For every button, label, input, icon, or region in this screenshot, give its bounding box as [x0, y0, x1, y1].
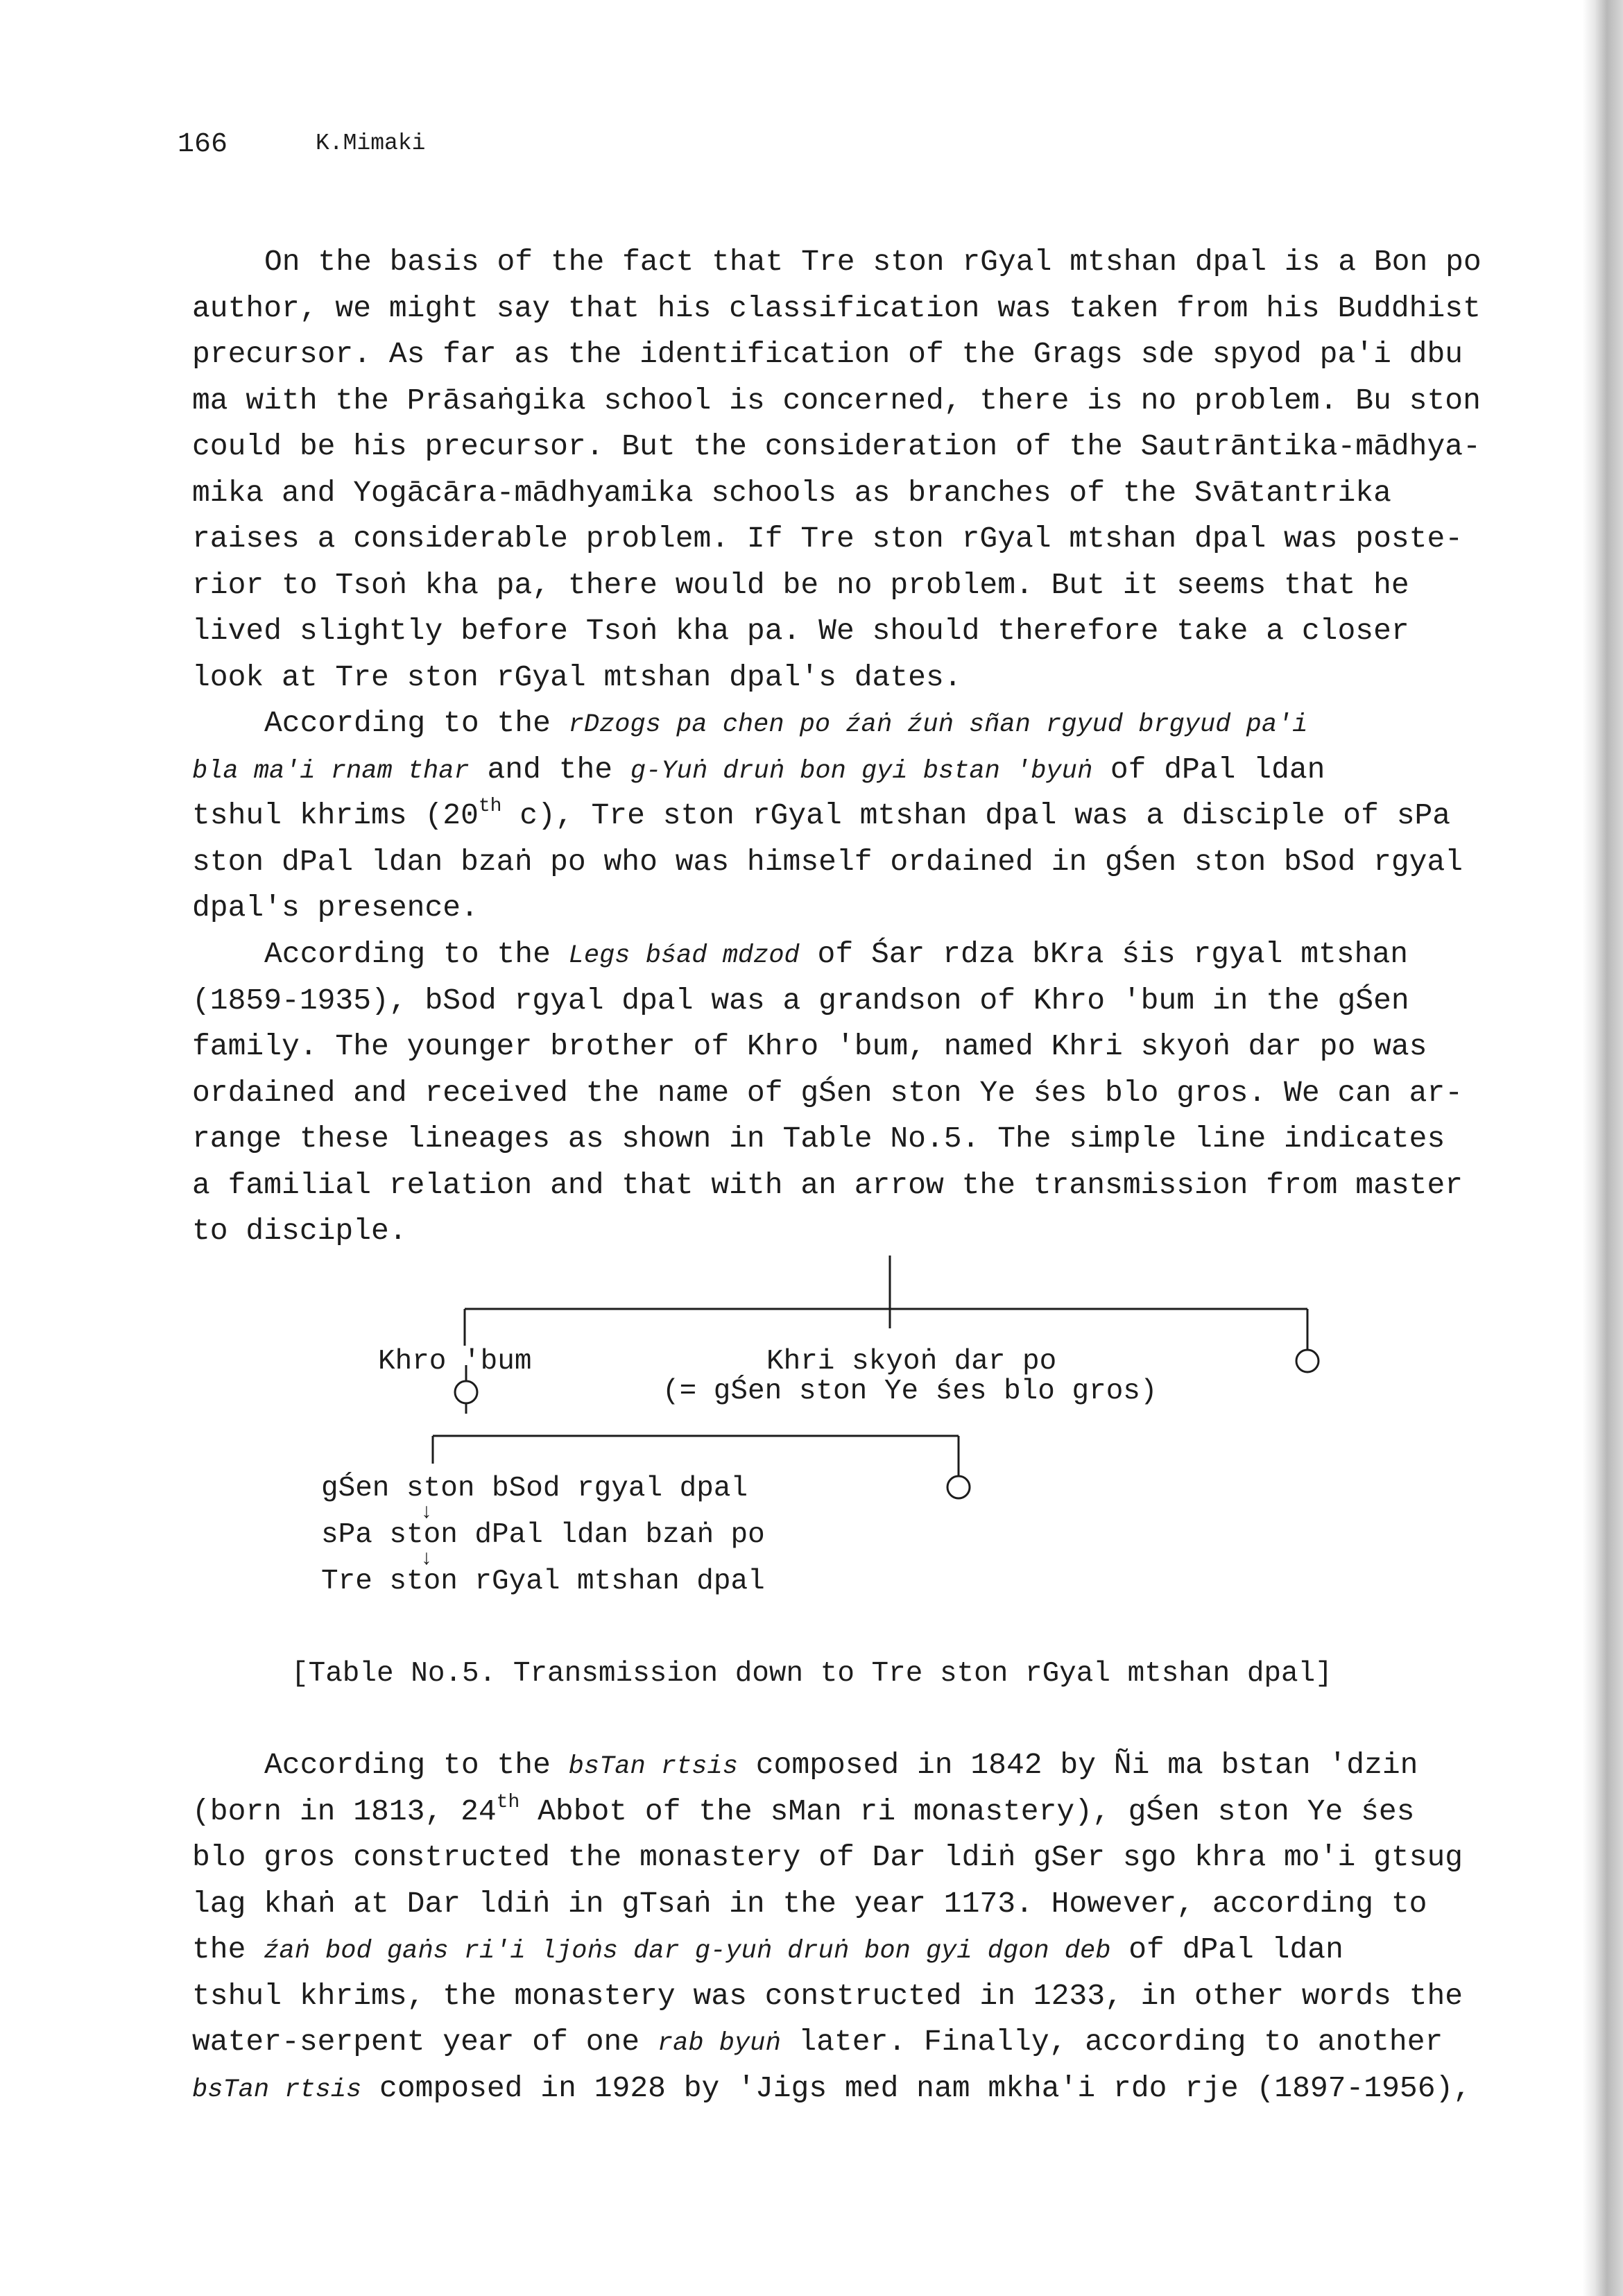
text-line: dpal's presence. — [192, 891, 479, 925]
paragraph-2 — [192, 701, 1510, 932]
diagram-circle-node — [1296, 1350, 1319, 1372]
text-line: look at Tre ston rGyal mtshan dpal's dates. — [192, 660, 962, 694]
diagram-circle-node — [455, 1381, 477, 1403]
text-line: According to the rDzogs pa chen po źaṅ źuṅ sñan rgyud brgyud pa'i — [264, 706, 1308, 740]
text-line: water-serpent year of one rab byuṅ later. Finally, according to another — [192, 2025, 1443, 2059]
text-line: According to the Legs bśad mdzod of Śar rdza bKra śis rgyal mtshan — [264, 937, 1409, 971]
text-line: rior to Tsoṅ kha pa, there would be no problem. But it seems that he — [192, 567, 1409, 602]
superscript: th — [496, 1791, 520, 1813]
text-line: could be his precursor. But the consideration of the Sautrāntika-mādhya- — [192, 429, 1481, 463]
text-line: bsTan rtsis composed in 1928 by 'Jigs med nam mkha'i rdo rje (1897-1956), — [192, 2071, 1472, 2105]
italic-title: bsTan rtsis — [192, 2075, 362, 2105]
italic-title: Legs bśad mdzod — [568, 941, 800, 970]
transmission-arrow: ↓ — [420, 1501, 433, 1525]
text-line: blo gros constructed the monastery of Dar ldiṅ gSer sgo khra mo'i gtsug — [192, 1840, 1463, 1874]
text-line: a familial relation and that with an arrow the transmission from master — [192, 1167, 1463, 1202]
lineage-member: gŚen ston bSod rgyal dpal — [321, 1473, 748, 1505]
italic-title: źaṅ bod gaṅs ri'i ljoṅs dar g-yuṅ druṅ bon gyi dgon deb — [264, 1937, 1111, 1966]
text-line: On the basis of the fact that Tre ston rGyal mtshan dpal is a Bon po — [264, 245, 1482, 279]
text-line: (born in 1813, 24th Abbot of the sMan ri monastery), gŚen ston Ye śes — [192, 1791, 1415, 1828]
lineage-diagram — [0, 1235, 1623, 1623]
text-line: bla ma'i rnam thar and the g-Yuṅ druṅ bon gyi bstan 'byuṅ of dPal ldan — [192, 752, 1325, 787]
page-number: 166 — [178, 129, 228, 160]
text-line: ordained and received the name of gŚen ston Ye śes blo gros. We can ar- — [192, 1075, 1463, 1110]
scan-edge-shadow — [1583, 0, 1623, 2296]
italic-title: bla ma'i rnam thar — [192, 756, 470, 786]
text-line: lag khaṅ at Dar ldiṅ in gTsaṅ in the year 1173. However, according to — [192, 1886, 1427, 1921]
text-line: raises a considerable problem. If Tre ston rGyal mtshan dpal was poste- — [192, 522, 1463, 556]
text-line: tshul khrims (20th c), Tre ston rGyal mtshan dpal was a disciple of sPa — [192, 796, 1451, 832]
diagram-circle-node — [947, 1476, 970, 1498]
lineage-member: sPa ston dPal ldan bzaṅ po — [321, 1519, 765, 1551]
lineage-member: Tre ston rGyal mtshan dpal — [321, 1566, 765, 1597]
text-line: lived slightly before Tsoṅ kha pa. We should therefore take a closer — [192, 614, 1409, 648]
text-line: the źaṅ bod gaṅs ri'i ljoṅs dar g-yuṅ druṅ bon gyi dgon deb of dPal ldan — [192, 1933, 1343, 1967]
italic-title: rDzogs pa chen po źaṅ źuṅ sñan rgyud brgyud pa'i — [568, 710, 1308, 739]
text-line: precursor. As far as the identification of the Grags sde spyod pa'i dbu — [192, 337, 1463, 371]
transmission-arrow: ↓ — [420, 1548, 433, 1571]
text-line: author, we might say that his classification was taken from his Buddhist — [192, 291, 1481, 325]
text-line: tshul khrims, the monastery was constructed in 1233, in other words the — [192, 1978, 1463, 2013]
text-line: to disciple. — [192, 1214, 407, 1248]
text-line: ston dPal ldan bzaṅ po who was himself ordained in gŚen ston bSod rgyal — [192, 844, 1463, 879]
paragraph-3 — [192, 932, 1510, 1255]
italic-title: bsTan rtsis — [568, 1752, 738, 1781]
person-khri-skyon-dar-po: Khri skyoṅ dar po — [766, 1346, 1057, 1378]
text-line: ma with the Prāsaṅgika school is concerned, there is no problem. Bu ston — [192, 383, 1481, 418]
text-line: mika and Yogācāra-mādhyamika schools as branches of the Svātantrika — [192, 475, 1391, 510]
table-caption: [Table No.5. Transmission down to Tre ston rGyal mtshan dpal] — [291, 1658, 1332, 1690]
text-line: family. The younger brother of Khro 'bum, named Khri skyoṅ dar po was — [192, 1029, 1427, 1063]
italic-title: rab byuṅ — [657, 2029, 781, 2058]
text-line: (1859-1935), bSod rgyal dpal was a grandson of Khro 'bum in the gŚen — [192, 983, 1409, 1018]
person-alias: (= gŚen ston Ye śes blo gros) — [662, 1376, 1158, 1407]
person-khro-bum: Khro 'bum — [378, 1346, 532, 1378]
italic-title: g-Yuṅ druṅ bon gyi bstan 'byuṅ — [630, 756, 1093, 786]
running-header-author: K.Mimaki — [316, 130, 426, 156]
paragraph-1 — [192, 239, 1510, 701]
text-line: range these lineages as shown in Table No.5. The simple line indicates — [192, 1122, 1445, 1156]
paragraph-4 — [192, 1742, 1510, 2111]
superscript: th — [478, 796, 502, 817]
text-line: According to the bsTan rtsis composed in 1842 by Ñi ma bstan 'dzin — [264, 1748, 1418, 1782]
